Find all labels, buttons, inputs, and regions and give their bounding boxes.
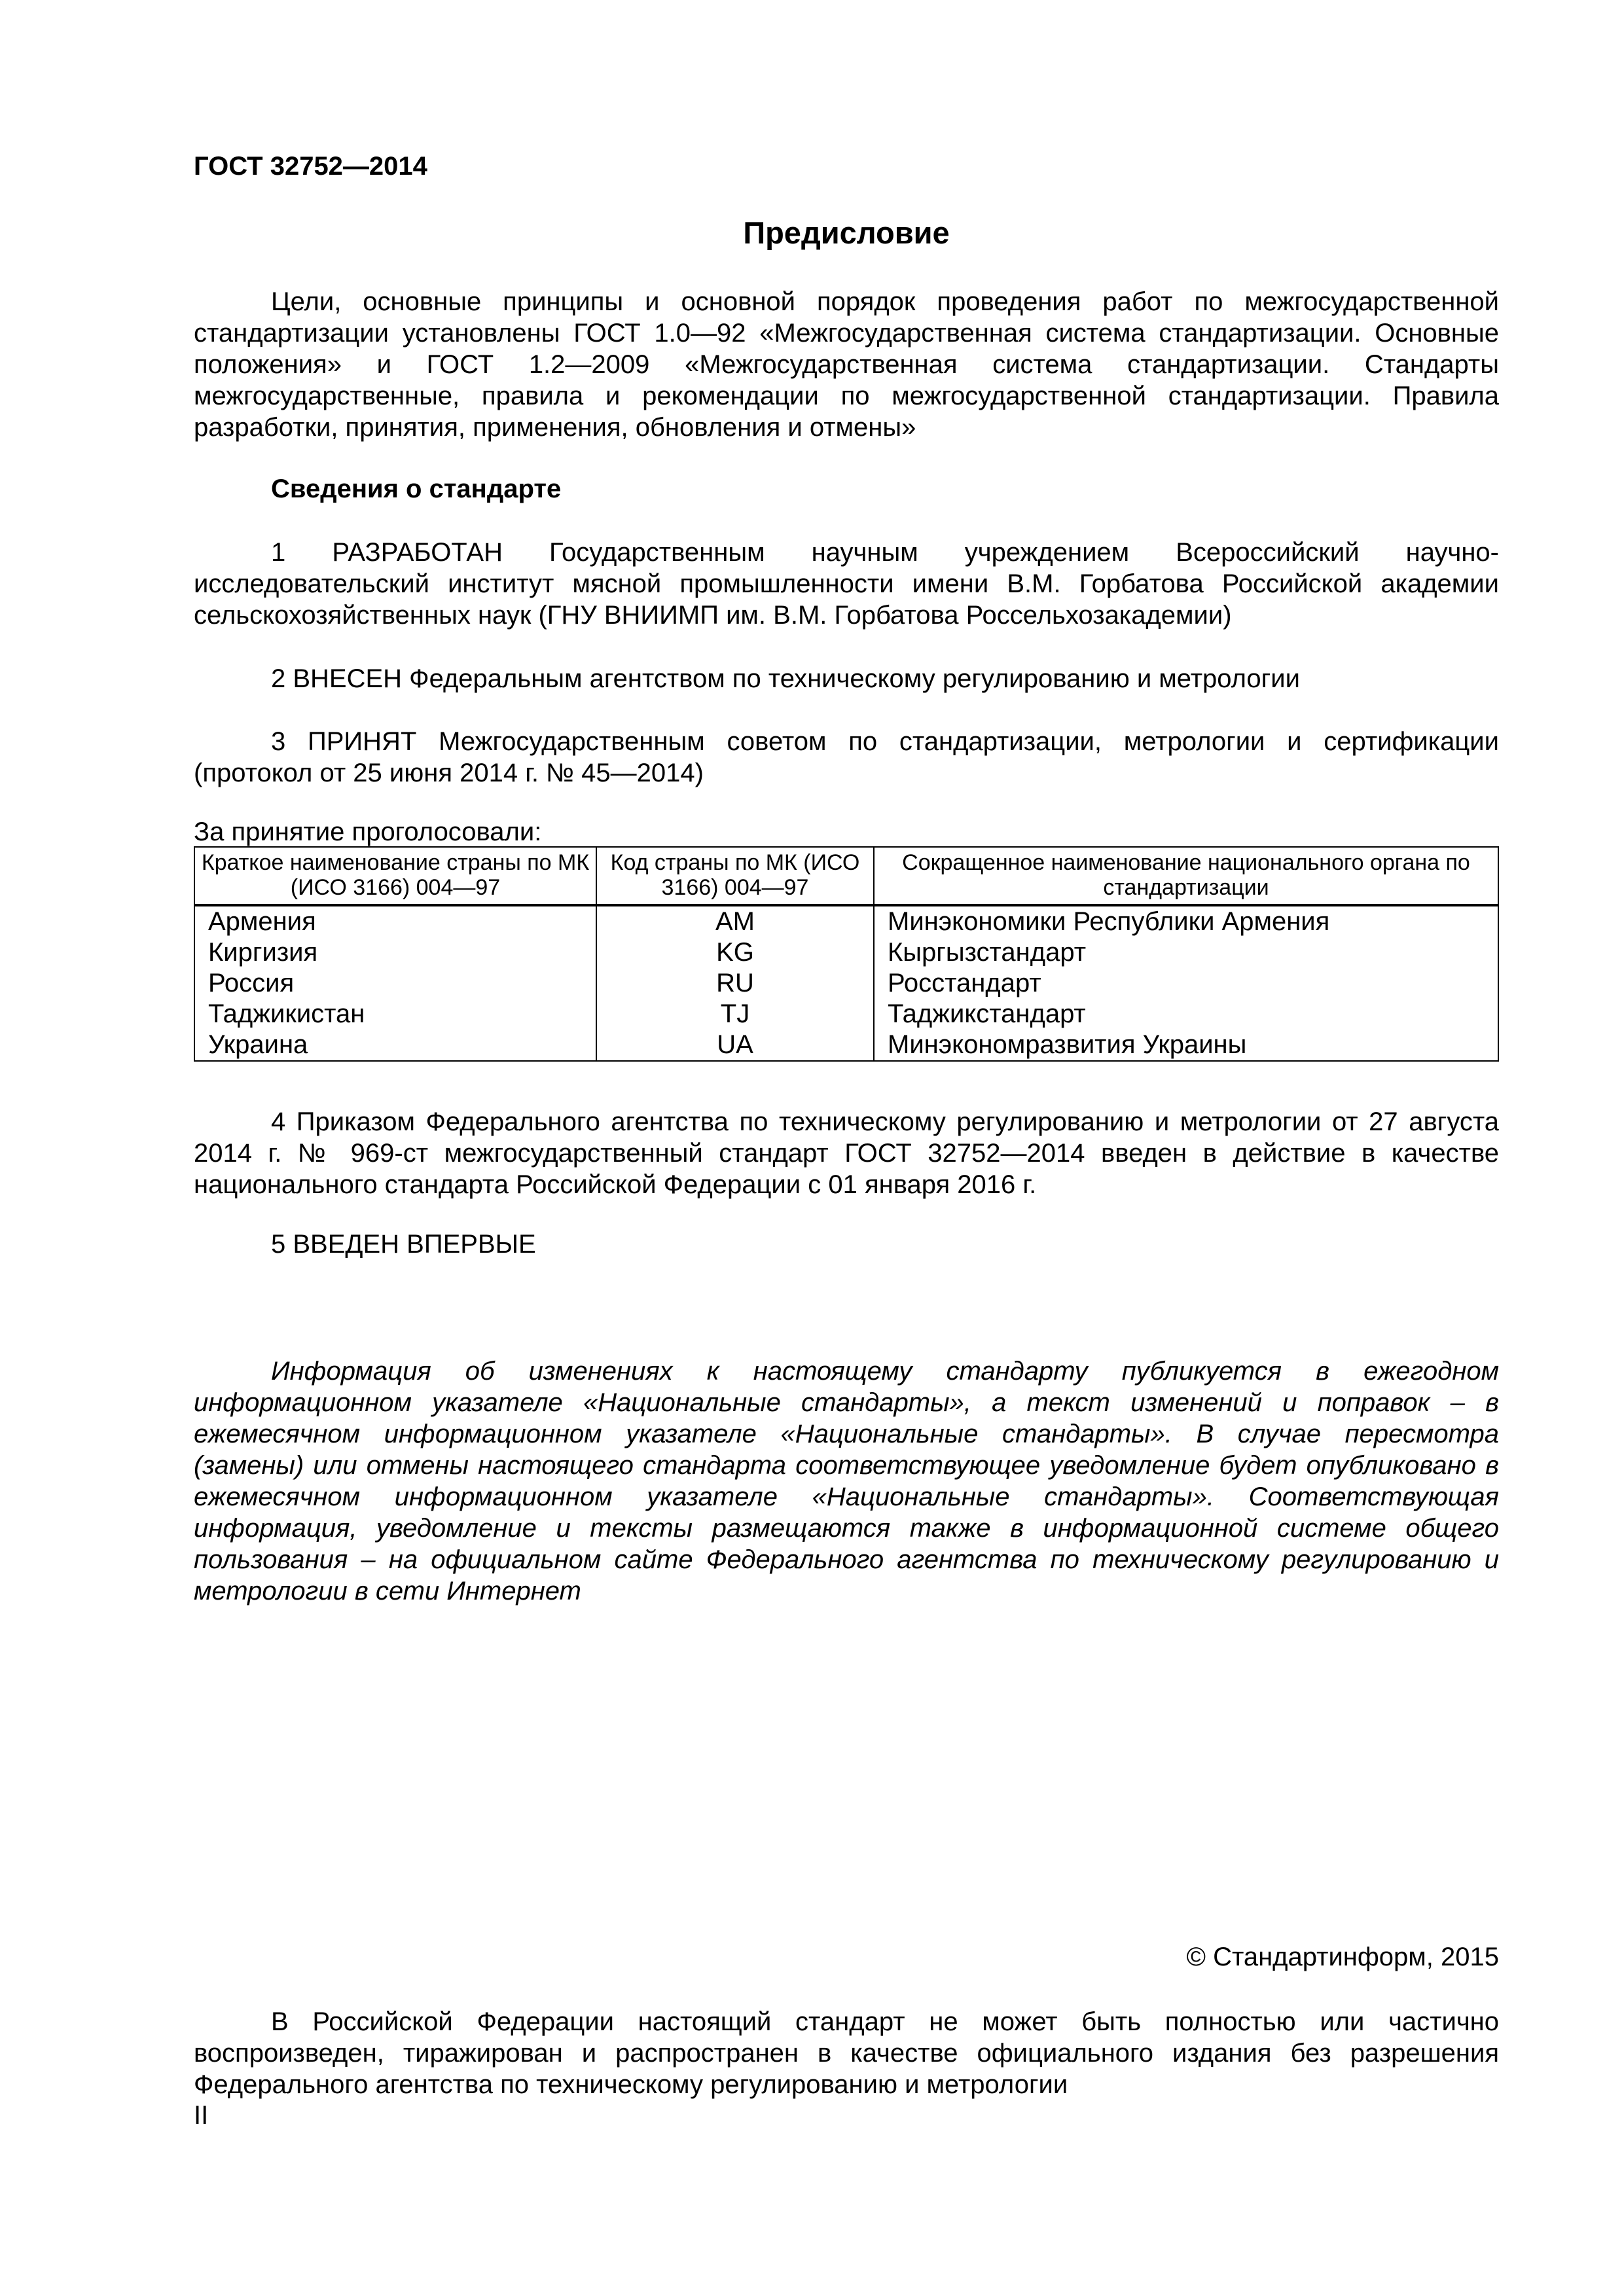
table-cell-code: RU bbox=[596, 968, 874, 999]
table-header-row bbox=[194, 847, 1498, 905]
table-cell-code: TJ bbox=[596, 999, 874, 1030]
table-row bbox=[194, 1030, 1498, 1061]
intro-paragraph: Цели, основные принципы и основной порядок проведения работ по межгосударственной стандартизации установлены ГОСТ 1.0—92 «Межгосударственная система стандартизации. Основные положения» и ГОСТ 1.2—2009 «Межгосударственная система стандартизации. Стандарты межгосударственные, правила и рекомендации по межгосударственной стандартизации. Правила разработки, принятия, применения, обновления и отмены» bbox=[194, 287, 1499, 442]
table-cell-code: UA bbox=[596, 1030, 874, 1061]
table-cell-body: Таджикстандарт bbox=[874, 999, 1498, 1030]
table-cell-country: Россия bbox=[194, 968, 596, 999]
reproduction-notice: В Российской Федерации настоящий стандарт не может быть полностью или частично воспроизведен, тиражирован и распространен в качестве официального издания без разрешения Федерального агентства по техническому регулированию и метрологии bbox=[194, 2007, 1499, 2099]
table-header-body: Сокращенное наименование национального органа по стандартизации bbox=[874, 847, 1498, 905]
item-2-submitted: 2 ВНЕСЕН Федеральным агентством по техническому регулированию и метрологии bbox=[271, 664, 1300, 693]
table-row bbox=[194, 968, 1498, 999]
table-cell-body: Минэкономики Республики Армения bbox=[874, 905, 1498, 937]
table-header-code: Код страны по МК (ИСО 3166) 004—97 bbox=[596, 847, 874, 905]
voting-table bbox=[194, 846, 1499, 1062]
copyright-line: © Стандартинформ, 2015 bbox=[1186, 1943, 1499, 1971]
table-row bbox=[194, 905, 1498, 937]
table-cell-body: Кыргызстандарт bbox=[874, 937, 1498, 968]
page-number: II bbox=[194, 2101, 209, 2130]
table-cell-country: Киргизия bbox=[194, 937, 596, 968]
info-heading: Сведения о стандарте bbox=[271, 475, 562, 503]
changes-notice: Информация об изменениях к настоящему стандарту публикуется в ежегодном информационном указателе «Национальные стандарты», а текст изменений и поправок – в ежемесячном информационном указателе «Национальные стандарты». В случае пересмотра (замены) или отмены настоящего стандарта соответствующее уведомление будет опубликовано в ежемесячном информационном указателе «Национальные стандарты». Соответствующая информация, уведомление и тексты размещаются также в информационной системе общего пользования – на официальном сайте Федерального агентства по техническому регулированию и метрологии в сети Интернет bbox=[194, 1357, 1499, 1605]
table-row bbox=[194, 999, 1498, 1030]
item-4-order: 4 Приказом Федерального агентства по техническому регулированию и метрологии от 27 августа 2014 г. № 969-ст межгосударственный стандарт ГОСТ 32752—2014 введен в действие в качестве национального стандарта Российской Федерации с 01 января 2016 г. bbox=[194, 1107, 1499, 1199]
item-3-adopted: 3 ПРИНЯТ Межгосударственным советом по стандартизации, метрологии и сертификации (протокол от 25 июня 2014 г. № 45—2014) bbox=[194, 727, 1499, 787]
page-title: Предисловие bbox=[743, 215, 950, 250]
table-cell-body: Росстандарт bbox=[874, 968, 1498, 999]
item-5-introduced: 5 ВВЕДЕН ВПЕРВЫЕ bbox=[271, 1230, 536, 1259]
vote-caption: За принятие проголосовали: bbox=[194, 817, 542, 846]
table-row bbox=[194, 937, 1498, 968]
table-cell-code: KG bbox=[596, 937, 874, 968]
table-cell-country: Армения bbox=[194, 905, 596, 937]
table-cell-body: Минэкономразвития Украины bbox=[874, 1030, 1498, 1061]
document-header: ГОСТ 32752—2014 bbox=[194, 152, 427, 181]
table-header-country: Краткое наименование страны по МК (ИСО 3166) 004—97 bbox=[194, 847, 596, 905]
table-cell-country: Таджикистан bbox=[194, 999, 596, 1030]
table-cell-country: Украина bbox=[194, 1030, 596, 1061]
item-1-developed: 1 РАЗРАБОТАН Государственным научным учреждением Всероссийский научно-исследовательский институт мясной промышленности имени В.М. Горбатова Российской академии сельскохозяйственных наук (ГНУ ВНИИМП им. В.М. Горбатова Россельхозакадемии) bbox=[194, 538, 1499, 630]
table-cell-code: AM bbox=[596, 905, 874, 937]
